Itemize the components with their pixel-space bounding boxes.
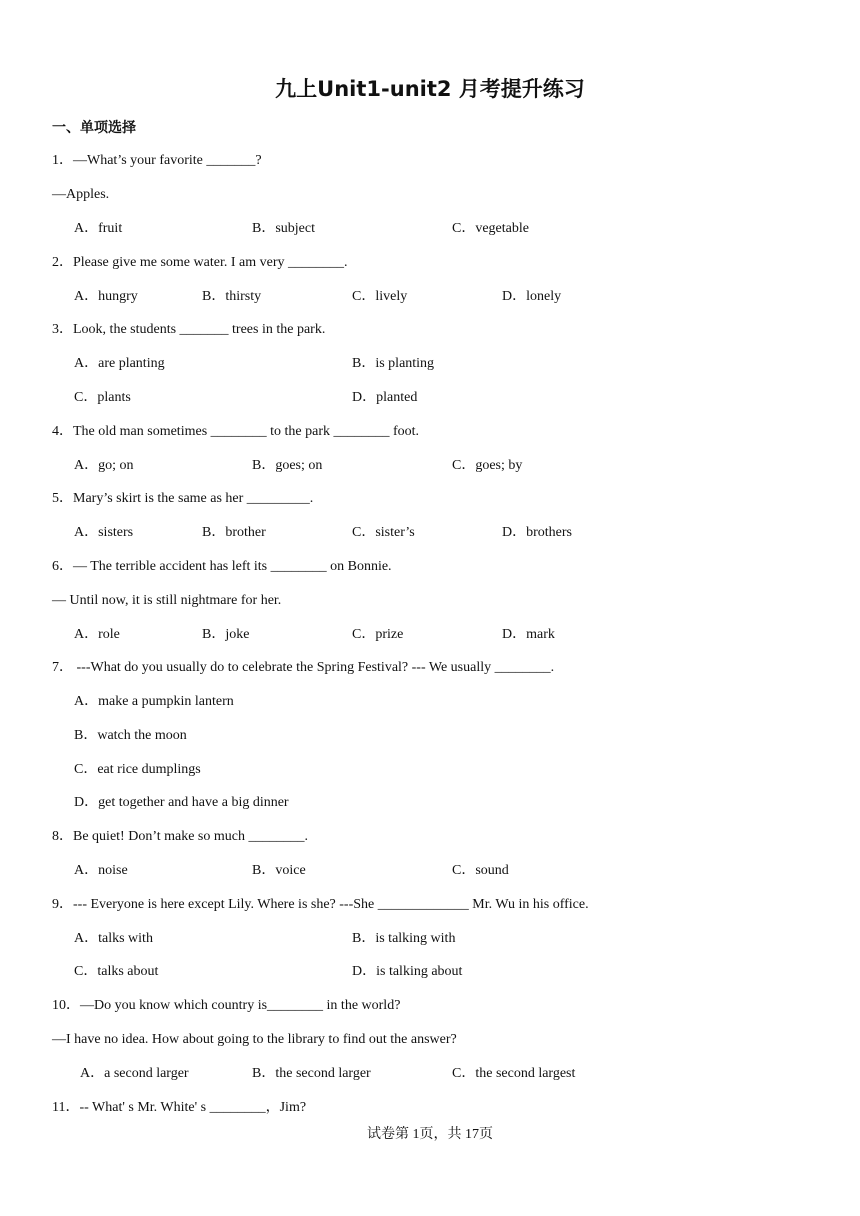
- question-7-stem: 7． ---What do you usually do to celebrate the Spring Festival? --- We usually ________.: [52, 660, 555, 675]
- question-1-dialog: —Apples.: [52, 187, 110, 202]
- question-6-option-d[interactable]: D．mark: [502, 627, 555, 642]
- question-2-stem: 2．Please give me some water. I am very ________.: [52, 255, 348, 270]
- question-1-option-b[interactable]: B．subject: [252, 221, 315, 236]
- question-11-stem: 11．-- What' s Mr. White' s ________，Jim?: [52, 1100, 307, 1115]
- question-5-option-d[interactable]: D．brothers: [502, 525, 572, 540]
- question-9-option-a[interactable]: A．talks with: [74, 931, 153, 946]
- question-5-stem: 5．Mary’s skirt is the same as her _________.: [52, 491, 314, 506]
- question-7-option-a[interactable]: A．make a pumpkin lantern: [74, 694, 234, 709]
- question-9-option-b[interactable]: B．is talking with: [352, 931, 456, 946]
- question-6-option-c[interactable]: C．prize: [352, 627, 404, 642]
- question-2-option-d[interactable]: D．lonely: [502, 289, 562, 304]
- page-footer: 试卷第 1页，共 17页: [367, 1127, 493, 1142]
- question-6-option-b[interactable]: B．joke: [202, 627, 250, 642]
- section-heading: 一、单项选择: [52, 120, 136, 136]
- question-3-option-b[interactable]: B．is planting: [352, 356, 435, 371]
- question-6-stem: 6．— The terrible accident has left its ________ on Bonnie.: [52, 559, 392, 574]
- question-4-option-a[interactable]: A．go; on: [74, 458, 134, 473]
- question-2-option-c[interactable]: C．lively: [352, 289, 408, 304]
- question-3-option-a[interactable]: A．are planting: [74, 356, 165, 371]
- question-10-option-a[interactable]: A．a second larger: [80, 1066, 189, 1081]
- question-7-option-b[interactable]: B．watch the moon: [74, 728, 187, 743]
- question-5-option-b[interactable]: B．brother: [202, 525, 266, 540]
- question-4-stem: 4．The old man sometimes ________ to the park ________ foot.: [52, 424, 420, 439]
- question-10-option-b[interactable]: B．the second larger: [252, 1066, 371, 1081]
- question-8-option-c[interactable]: C．sound: [452, 863, 509, 878]
- question-3-option-c[interactable]: C．plants: [74, 390, 131, 405]
- question-4-option-c[interactable]: C．goes; by: [452, 458, 523, 473]
- question-1-stem: 1．—What’s your favorite _______?: [52, 153, 262, 168]
- question-10-stem: 10．—Do you know which country is________ in the world?: [52, 998, 401, 1013]
- question-7-option-d[interactable]: D．get together and have a big dinner: [74, 795, 289, 810]
- question-2-option-a[interactable]: A．hungry: [74, 289, 138, 304]
- page-title: 九上Unit1-unit2 月考提升练习: [275, 77, 585, 101]
- question-8-option-a[interactable]: A．noise: [74, 863, 128, 878]
- question-9-option-d[interactable]: D．is talking about: [352, 964, 463, 979]
- question-9-stem: 9．--- Everyone is here except Lily. Where is she? ---She _____________ Mr. Wu in his office.: [52, 897, 589, 912]
- question-6-dialog: — Until now, it is still nightmare for her.: [52, 593, 282, 608]
- question-7-option-c[interactable]: C．eat rice dumplings: [74, 762, 201, 777]
- question-10-option-c[interactable]: C．the second largest: [452, 1066, 576, 1081]
- question-8-option-b[interactable]: B．voice: [252, 863, 306, 878]
- question-10-dialog: —I have no idea. How about going to the library to find out the answer?: [52, 1032, 457, 1047]
- question-9-option-c[interactable]: C．talks about: [74, 964, 159, 979]
- question-3-option-d[interactable]: D．planted: [352, 390, 418, 405]
- question-8-stem: 8．Be quiet! Don’t make so much ________.: [52, 829, 308, 844]
- question-1-option-a[interactable]: A．fruit: [74, 221, 123, 236]
- question-1-option-c[interactable]: C．vegetable: [452, 221, 529, 236]
- question-4-option-b[interactable]: B．goes; on: [252, 458, 323, 473]
- question-6-option-a[interactable]: A．role: [74, 627, 120, 642]
- question-5-option-c[interactable]: C．sister’s: [352, 525, 415, 540]
- question-3-stem: 3．Look, the students _______ trees in the park.: [52, 322, 326, 337]
- question-5-option-a[interactable]: A．sisters: [74, 525, 134, 540]
- question-2-option-b[interactable]: B．thirsty: [202, 289, 262, 304]
